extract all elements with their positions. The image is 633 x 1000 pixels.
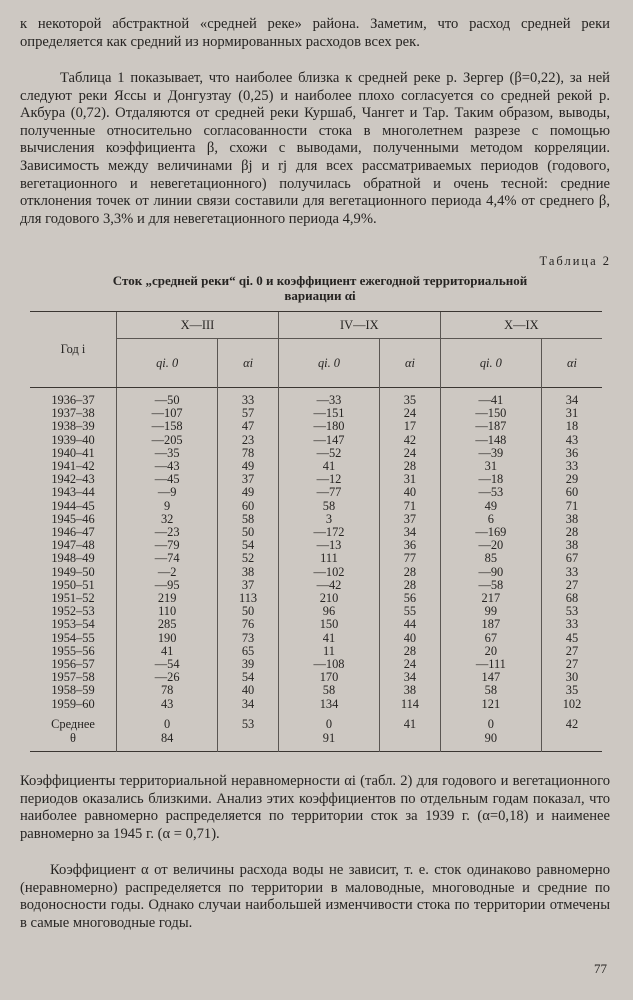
q-cell: 0: [278, 717, 379, 731]
mean-row: [30, 717, 602, 731]
q-cell: 78: [117, 684, 218, 697]
year-cell: 1945–46: [51, 511, 95, 526]
paragraph-3: Коэффициенты территориальной неравномерности αi (табл. 2) для годового и вегетационного периодов оказались близкими. Анализ этих коэффициентов по отдельным годам показал, что наиболее равномерно распределяется по территории сток за 1939 г. (α=0,18) и наименее равномерно за 1945 г. (α = 0,71).: [20, 773, 610, 842]
q-cell: —172: [278, 526, 379, 539]
alpha-cell: 56: [380, 592, 441, 605]
table-row: [30, 500, 602, 513]
alpha-cell: 33: [541, 566, 602, 579]
paragraph-1: к некоторой абстрактной «средней реке» района. Заметим, что расход средней реки определяется как средний из нормированных расходов всех рек.: [20, 16, 610, 50]
year-cell: 1954–55: [51, 630, 95, 645]
table-row: [30, 632, 602, 645]
alpha-cell: 55: [380, 605, 441, 618]
q-cell: —102: [278, 566, 379, 579]
alpha-cell: 33: [541, 460, 602, 473]
alpha-cell: 50: [218, 605, 279, 618]
period-header-2: IV—IX: [278, 312, 440, 339]
table-row: [30, 460, 602, 473]
alpha-cell: 71: [380, 500, 441, 513]
alpha-cell: 35: [380, 394, 441, 407]
year-cell: 1941–42: [51, 459, 95, 474]
q-cell: —90: [440, 566, 541, 579]
alpha-cell: 38: [380, 684, 441, 697]
period-header-1: X—III: [117, 312, 279, 339]
q-cell: —187: [440, 420, 541, 433]
year-cell: 1955–56: [51, 643, 95, 658]
table-row: [30, 473, 602, 486]
alpha-cell: 40: [380, 632, 441, 645]
alpha-cell: 31: [380, 473, 441, 486]
q-cell: —42: [278, 579, 379, 592]
q-cell: 90: [440, 731, 541, 745]
q-cell: —53: [440, 486, 541, 499]
alpha-cell: 54: [218, 671, 279, 684]
table-body: [30, 388, 602, 752]
alpha-cell: 71: [541, 500, 602, 513]
q-cell: —2: [117, 566, 218, 579]
q-cell: 0: [117, 717, 218, 731]
alpha-cell: 60: [218, 500, 279, 513]
table-row: [30, 579, 602, 592]
alpha-cell: 53: [218, 717, 279, 731]
q-cell: —13: [278, 539, 379, 552]
q-cell: 43: [117, 698, 218, 711]
alpha-cell: 28: [541, 526, 602, 539]
table-title-line-1: Сток „средней реки“ qi. 0 и коэффициент ежегодной территориальной: [112, 273, 528, 288]
alpha-cell: [218, 731, 279, 745]
table-row: [30, 684, 602, 697]
q-cell: 20: [440, 645, 541, 658]
q-cell: 147: [440, 671, 541, 684]
q-cell: 111: [278, 552, 379, 565]
year-cell: 1940–41: [51, 445, 95, 460]
alpha-cell: 114: [380, 698, 441, 711]
table-row: [30, 566, 602, 579]
q-cell: —52: [278, 447, 379, 460]
alpha-cell: 113: [218, 592, 279, 605]
alpha-cell: 52: [218, 552, 279, 565]
alpha-cell: 58: [218, 513, 279, 526]
q-cell: 187: [440, 618, 541, 631]
q-cell: 150: [278, 618, 379, 631]
alpha-cell: 28: [380, 460, 441, 473]
alpha-cell: 35: [541, 684, 602, 697]
q-header: qi. 0: [440, 339, 541, 388]
table-row: [30, 526, 602, 539]
alpha-header: αi: [380, 339, 441, 388]
q-cell: 110: [117, 605, 218, 618]
q-cell: —35: [117, 447, 218, 460]
table-row: [30, 486, 602, 499]
q-cell: —148: [440, 434, 541, 447]
q-cell: 85: [440, 552, 541, 565]
alpha-cell: 27: [541, 658, 602, 671]
alpha-cell: 76: [218, 618, 279, 631]
q-cell: —12: [278, 473, 379, 486]
alpha-cell: 43: [541, 434, 602, 447]
alpha-cell: 33: [541, 618, 602, 631]
year-cell: 1939–40: [51, 432, 95, 447]
year-cell: 1952–53: [51, 604, 95, 619]
q-cell: —77: [278, 486, 379, 499]
q-cell: 9: [117, 500, 218, 513]
q-cell: 134: [278, 698, 379, 711]
q-cell: —23: [117, 526, 218, 539]
q-cell: 58: [278, 500, 379, 513]
q-header: qi. 0: [278, 339, 379, 388]
alpha-cell: 18: [541, 420, 602, 433]
q-cell: 41: [278, 460, 379, 473]
alpha-cell: 40: [380, 486, 441, 499]
alpha-cell: 33: [218, 394, 279, 407]
q-cell: —26: [117, 671, 218, 684]
q-cell: 49: [440, 500, 541, 513]
alpha-cell: 42: [541, 717, 602, 731]
q-cell: 285: [117, 618, 218, 631]
table-row: [30, 605, 602, 618]
q-cell: 67: [440, 632, 541, 645]
q-cell: 210: [278, 592, 379, 605]
q-cell: 41: [117, 645, 218, 658]
year-cell: 1956–57: [51, 657, 95, 672]
alpha-cell: 65: [218, 645, 279, 658]
alpha-cell: 34: [380, 526, 441, 539]
alpha-cell: 27: [541, 645, 602, 658]
alpha-cell: 102: [541, 698, 602, 711]
alpha-cell: 28: [380, 566, 441, 579]
q-cell: 11: [278, 645, 379, 658]
year-cell: 1946–47: [51, 525, 95, 540]
alpha-cell: 38: [218, 566, 279, 579]
alpha-cell: 78: [218, 447, 279, 460]
q-cell: 121: [440, 698, 541, 711]
alpha-cell: 50: [218, 526, 279, 539]
alpha-cell: 53: [541, 605, 602, 618]
alpha-cell: 27: [541, 579, 602, 592]
q-cell: —169: [440, 526, 541, 539]
q-cell: 58: [440, 684, 541, 697]
q-cell: —43: [117, 460, 218, 473]
year-cell: 1936–37: [51, 393, 95, 407]
alpha-cell: 30: [541, 671, 602, 684]
alpha-cell: 40: [218, 684, 279, 697]
table-row: [30, 447, 602, 460]
alpha-cell: [380, 731, 441, 745]
alpha-cell: [541, 731, 602, 745]
alpha-cell: 44: [380, 618, 441, 631]
page-number: 77: [594, 961, 607, 976]
q-cell: —54: [117, 658, 218, 671]
year-cell: 1942–43: [51, 472, 95, 487]
alpha-cell: 24: [380, 658, 441, 671]
theta-row: [30, 731, 602, 745]
alpha-cell: 49: [218, 486, 279, 499]
paragraph-2: Таблица 1 показывает, что наиболее близка к средней реке р. Зергер (β=0,22), за ней следуют реки Яссы и Донгузтау (0,25) и наиболее плохо согласуется со средней рекой р. Акбура (0,72). Отдаляются от средней реки Куршаб, Чангет и Тар. Таким образом, выводы, полученные относительно согласованности стока в многолетнем разрезе с помощью вычисления коэффициента β, схожи с выводами, полученными методом корреляции. Зависимость между величинами βj и rj для всех рассматриваемых периодов (годового, вегетационного и невегетационного) получилась обратной и очень тесной: средние отклонения точек от линии связи составили для вегетационного периода 4,4% от среднего β, для годового 3,3% и для невегетационного периода 4,9%.: [20, 70, 610, 227]
q-cell: 99: [440, 605, 541, 618]
alpha-header: αi: [541, 339, 602, 388]
q-cell: 217: [440, 592, 541, 605]
table-row: [30, 658, 602, 671]
alpha-cell: 34: [541, 394, 602, 407]
alpha-cell: 37: [218, 473, 279, 486]
q-header: qi. 0: [117, 339, 218, 388]
alpha-cell: 24: [380, 407, 441, 420]
q-cell: 0: [440, 717, 541, 731]
q-cell: 96: [278, 605, 379, 618]
alpha-cell: 28: [380, 645, 441, 658]
table-title: [40, 273, 600, 303]
alpha-cell: 23: [218, 434, 279, 447]
alpha-cell: 77: [380, 552, 441, 565]
period-header-3: X—IX: [440, 312, 602, 339]
q-cell: 84: [117, 731, 218, 745]
table-row: [30, 434, 602, 447]
q-cell: 3: [278, 513, 379, 526]
q-cell: —33: [278, 394, 379, 407]
year-cell: θ: [70, 730, 76, 745]
alpha-cell: 38: [541, 513, 602, 526]
q-cell: 190: [117, 632, 218, 645]
table-title-line-2: вариации αi: [284, 288, 356, 303]
table-row: [30, 552, 602, 565]
q-cell: —45: [117, 473, 218, 486]
q-cell: —39: [440, 447, 541, 460]
alpha-cell: 29: [541, 473, 602, 486]
q-cell: 32: [117, 513, 218, 526]
year-cell: 1953–54: [51, 617, 95, 632]
year-cell: Среднее: [51, 716, 95, 731]
year-cell: 1958–59: [51, 683, 95, 698]
q-cell: —74: [117, 552, 218, 565]
alpha-cell: 28: [380, 579, 441, 592]
q-cell: —151: [278, 407, 379, 420]
q-cell: —158: [117, 420, 218, 433]
alpha-cell: 37: [218, 579, 279, 592]
q-cell: —18: [440, 473, 541, 486]
year-cell: 1951–52: [51, 591, 95, 606]
q-cell: —58: [440, 579, 541, 592]
q-cell: —107: [117, 407, 218, 420]
q-cell: 219: [117, 592, 218, 605]
q-cell: 6: [440, 513, 541, 526]
table-row: [30, 671, 602, 684]
q-cell: —180: [278, 420, 379, 433]
q-cell: 170: [278, 671, 379, 684]
q-cell: 31: [440, 460, 541, 473]
alpha-cell: 39: [218, 658, 279, 671]
alpha-cell: 68: [541, 592, 602, 605]
table-row: [30, 618, 602, 631]
alpha-cell: 45: [541, 632, 602, 645]
q-cell: —41: [440, 394, 541, 407]
q-cell: —9: [117, 486, 218, 499]
paragraph-4: Коэффициент α от величины расхода воды не зависит, т. е. сток одинаково равномерно (неравномерно) распределяется по территории в маловодные, многоводные и средние по водоносности годы. Однако случаи наибольшей изменчивости стока по территории отмечены в самые многоводные годы.: [20, 862, 610, 931]
year-cell: 1957–58: [51, 670, 95, 685]
q-cell: 41: [278, 632, 379, 645]
q-cell: —147: [278, 434, 379, 447]
q-cell: —205: [117, 434, 218, 447]
year-cell: 1944–45: [51, 498, 95, 513]
alpha-cell: 60: [541, 486, 602, 499]
q-cell: —79: [117, 539, 218, 552]
q-cell: —108: [278, 658, 379, 671]
runoff-table: [30, 311, 602, 753]
q-cell: —50: [117, 394, 218, 407]
table-row: [30, 592, 602, 605]
year-cell: 1938–39: [51, 419, 95, 434]
alpha-cell: 54: [218, 539, 279, 552]
year-cell: 1959–60: [51, 696, 95, 711]
alpha-cell: 73: [218, 632, 279, 645]
year-cell: 1949–50: [51, 564, 95, 579]
year-header: Год i: [30, 312, 117, 388]
table-row: [30, 698, 602, 711]
alpha-cell: 17: [380, 420, 441, 433]
alpha-cell: 42: [380, 434, 441, 447]
alpha-cell: 24: [380, 447, 441, 460]
year-cell: 1950–51: [51, 577, 95, 592]
alpha-cell: 34: [218, 698, 279, 711]
alpha-cell: 38: [541, 539, 602, 552]
alpha-cell: 36: [541, 447, 602, 460]
table-row: [30, 420, 602, 433]
alpha-cell: 37: [380, 513, 441, 526]
year-cell: 1948–49: [51, 551, 95, 566]
alpha-cell: 31: [541, 407, 602, 420]
alpha-cell: 36: [380, 539, 441, 552]
alpha-header: αi: [218, 339, 279, 388]
alpha-cell: 34: [380, 671, 441, 684]
alpha-cell: 47: [218, 420, 279, 433]
q-cell: —20: [440, 539, 541, 552]
q-cell: 58: [278, 684, 379, 697]
year-cell: 1947–48: [51, 538, 95, 553]
table-number: Таблица 2: [539, 254, 611, 268]
q-cell: 91: [278, 731, 379, 745]
alpha-cell: 41: [380, 717, 441, 731]
q-cell: —150: [440, 407, 541, 420]
q-cell: —95: [117, 579, 218, 592]
year-cell: 1943–44: [51, 485, 95, 500]
alpha-cell: 57: [218, 407, 279, 420]
q-cell: —111: [440, 658, 541, 671]
year-cell: 1937–38: [51, 406, 95, 421]
alpha-cell: 49: [218, 460, 279, 473]
alpha-cell: 67: [541, 552, 602, 565]
table-row: [30, 539, 602, 552]
